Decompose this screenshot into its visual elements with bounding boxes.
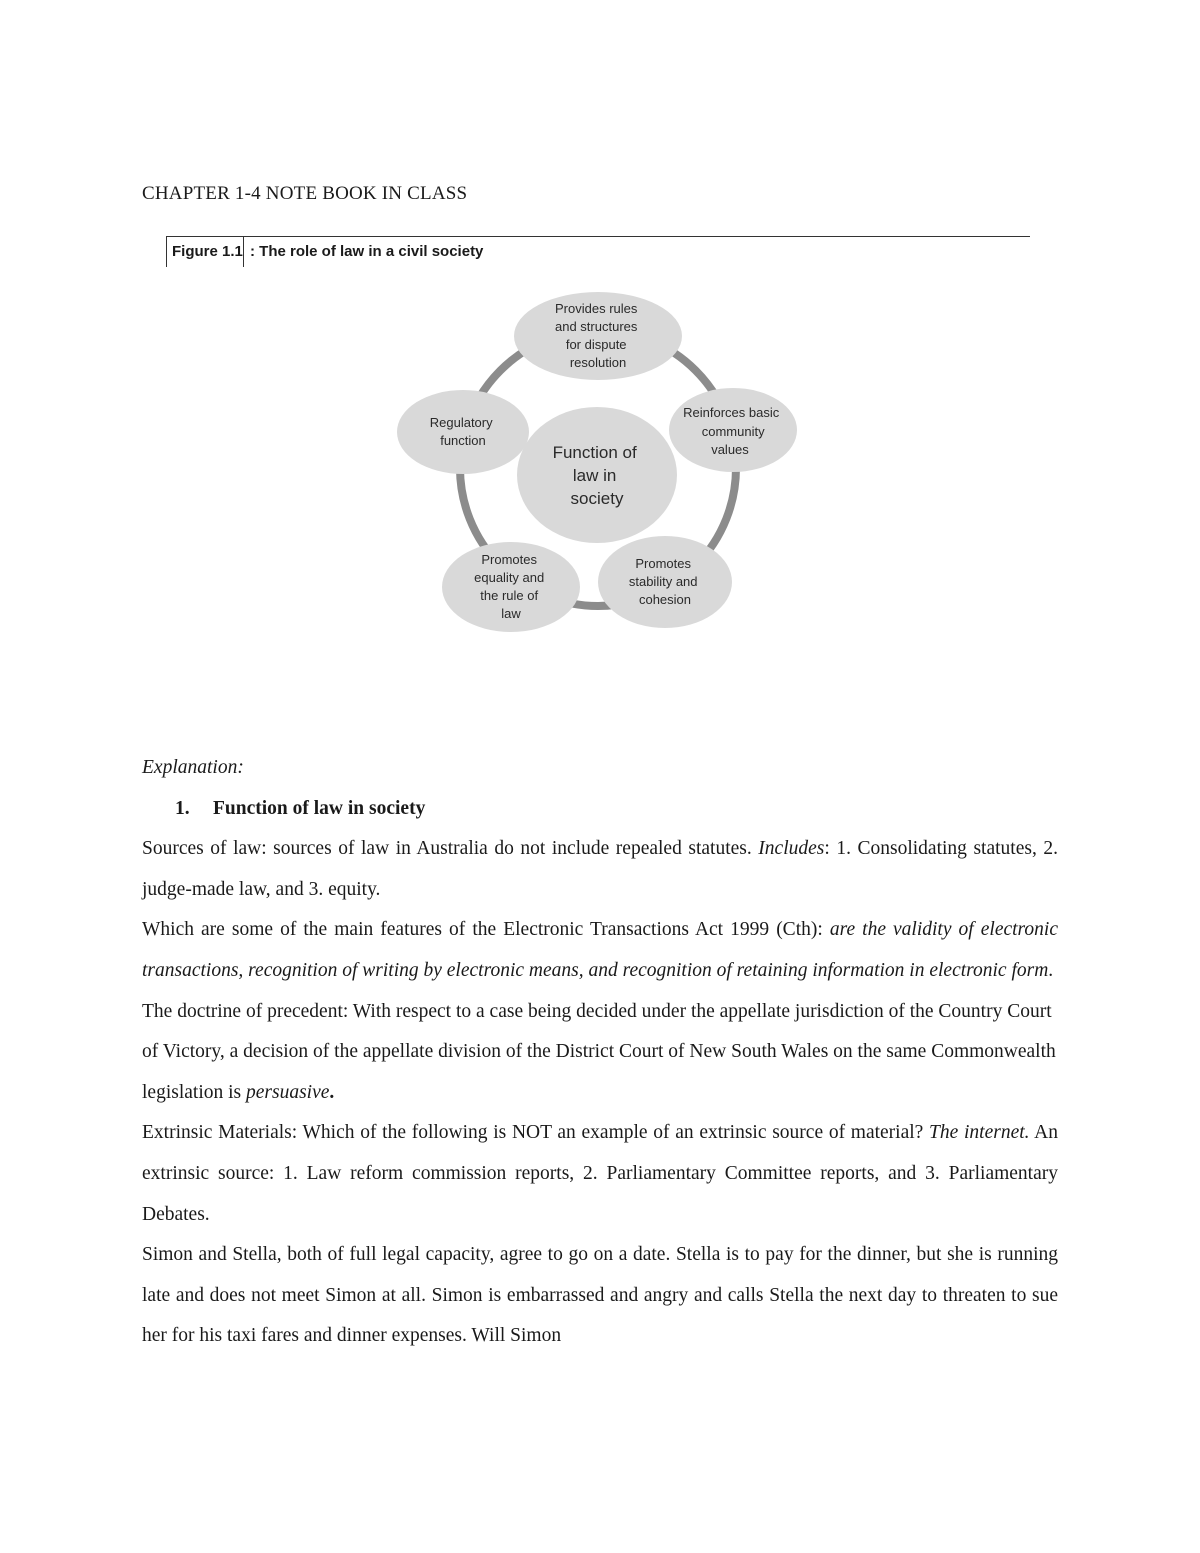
paragraph-simon-and-stella: Simon and Stella, both of full legal capacity, agree to go on a date. Stella is to pay for the dinner, but she is running late and does not meet Simon at all. Simon is embarrassed and angry and calls Stella the next day to threaten to sue her for his taxi fares and dinner expenses. Will Simon: [142, 1244, 1058, 1347]
figure-label: Figure 1.1: [166, 237, 244, 267]
node-label-line: cohesion: [638, 592, 692, 607]
node-label-line: equality and: [474, 570, 545, 585]
node-label-line: community: [701, 424, 765, 439]
text-run: : 1. Consolidating statutes, 2. judge-made law, and 3. equity.: [142, 838, 1058, 900]
text-run-italic: persuasive: [246, 1081, 330, 1103]
section-number: 1.: [175, 797, 190, 819]
section-heading-text: Function of law in society: [213, 797, 426, 819]
role-of-law-diagram: [390, 290, 810, 640]
text-run: The doctrine of precedent: With respect to a case being decided under the appellate jurisdiction of the Country Court of Victory, a decision of the appellate division of the District Court of New South Wales on the same Commonwealth legislation is: [142, 1000, 1056, 1103]
text-run-italic: Includes: [758, 838, 825, 860]
text-run-bold: .: [329, 1081, 335, 1103]
node-label-line: values: [711, 442, 749, 457]
figure-caption: [166, 236, 1030, 267]
paragraph-doctrine-of-precedent: [142, 992, 1058, 1114]
node-label-line: Promotes: [635, 556, 692, 571]
text-run-italic: are the validity of electronic transactions, recognition of writing by electronic means, and recognition of retaining information in electronic form: [142, 919, 1058, 981]
node-label-line: resolution: [569, 355, 627, 370]
section-heading: [142, 789, 1058, 830]
node-regulatory-function: [397, 390, 529, 474]
node-label-line: and structures: [555, 319, 638, 334]
explanation-label: Explanation:: [142, 757, 244, 778]
center-label-line: law in: [572, 466, 617, 485]
node-label-line: for dispute: [565, 337, 627, 352]
text-run: Which are some of the main features of the Electronic Transactions Act 1999 (Cth):: [142, 919, 830, 941]
text-run: Extrinsic Materials: Which of the following is NOT an example of an extrinsic source of material?: [142, 1122, 930, 1144]
node-label-line: Regulatory: [429, 415, 493, 430]
document-title: CHAPTER 1-4 NOTE BOOK IN CLASS: [142, 183, 468, 204]
node-label-line: stability and: [628, 574, 698, 589]
node-stability-cohesion-label: [629, 556, 701, 607]
paragraph-sources-of-law: [142, 829, 1058, 910]
center-label-line: society: [570, 489, 624, 508]
text-run: An extrinsic source: 1. Law reform commission reports, 2. Parliamentary Committee reports, and 3. Parliamentary Debates.: [142, 1122, 1058, 1225]
node-label-line: Reinforces basic: [683, 405, 780, 420]
paragraph-extrinsic-materials: [142, 1113, 1058, 1235]
figure-title: : The role of law in a civil society: [250, 243, 484, 260]
node-label-line: the rule of: [480, 588, 539, 603]
body-text: [142, 748, 1058, 1357]
text-run-italic: The internet.: [929, 1122, 1030, 1144]
node-label-line: Provides rules: [555, 301, 638, 316]
text-run: .: [1048, 959, 1054, 981]
diagram-svg: [390, 290, 810, 635]
paragraph-electronic-transactions: [142, 910, 1058, 991]
node-label-line: Promotes: [481, 552, 538, 567]
node-label-line: law: [501, 606, 521, 621]
text-run: Sources of law: sources of law in Australia do not include repealed statutes.: [142, 838, 759, 860]
center-label-line: Function of: [552, 443, 637, 462]
node-label-line: function: [440, 433, 486, 448]
